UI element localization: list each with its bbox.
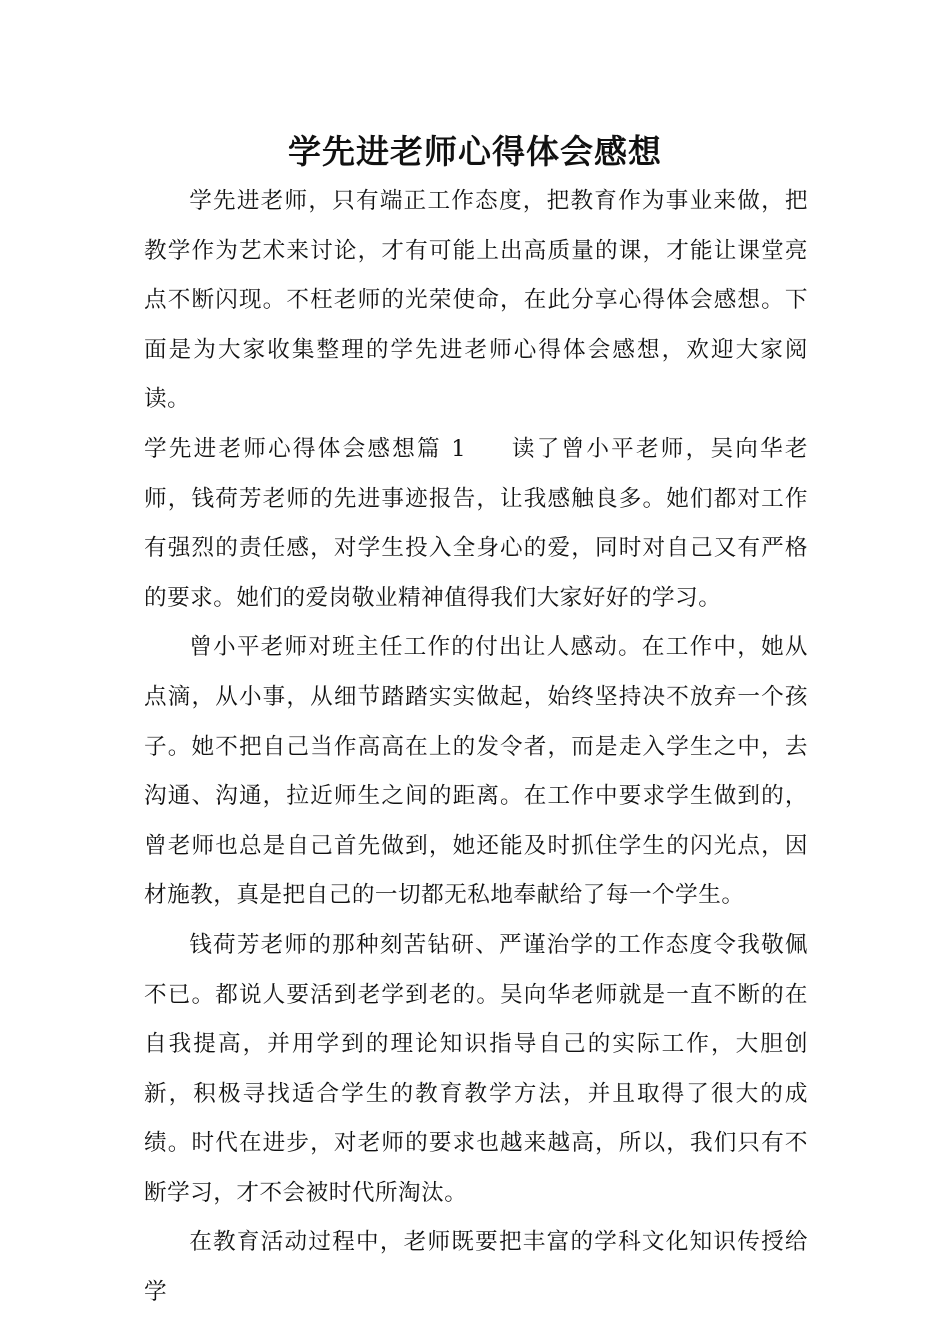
body-paragraph-2: 曾小平老师对班主任工作的付出让人感动。在工作中，她从点滴，从小事，从细节踏踏实实做起，始终坚持决不放弃一个孩子。她不把自己当作高高在上的发令者，而是走入学生之中，去沟通、沟通，拉近师生之间的距离。在工作中要求学生做到的，曾老师也总是自己首先做到，她还能及时抓住学生的闪光点，因材施教，真是把自己的一切都无私地奉献给了每一个学生。: [144, 634, 808, 909]
document-body: [144, 177, 808, 1318]
section-first-paragraph: 读了曾小平老师，吴向华老师，钱荷芳老师的先进事迹报告，让我感触良多。她们都对工作有强烈的责任感，对学生投入全身心的爱，同时对自己又有严格的要求。她们的爱岗敬业精神值得我们大家好好的学习。: [144, 435, 808, 611]
section-paragraph: [144, 425, 808, 623]
document-title: 学先进老师心得体会感想: [288, 132, 662, 171]
body-paragraph-4: 在教育活动过程中，老师既要把丰富的学科文化知识传授给学: [144, 1229, 808, 1306]
intro-paragraph: 学先进老师，只有端正工作态度，把教育作为事业来做，把教学作为艺术来讨论，才有可能上出高质量的课，才能让课堂亮点不断闪现。不枉老师的光荣使命，在此分享心得体会感想。下面是为大家收集整理的学先进老师心得体会感想，欢迎大家阅读。: [144, 188, 808, 413]
section-heading: 学先进老师心得体会感想篇 1: [144, 435, 467, 462]
body-paragraph-3: 钱荷芳老师的那种刻苦钻研、严谨治学的工作态度令我敬佩不已。都说人要活到老学到老的。吴向华老师就是一直不断的在自我提高，并用学到的理论知识指导自己的实际工作，大胆创新，积极寻找适合学生的教育教学方法，并且取得了很大的成绩。时代在进步，对老师的要求也越来越高，所以，我们只有不断学习，才不会被时代所淘汰。: [144, 931, 808, 1206]
